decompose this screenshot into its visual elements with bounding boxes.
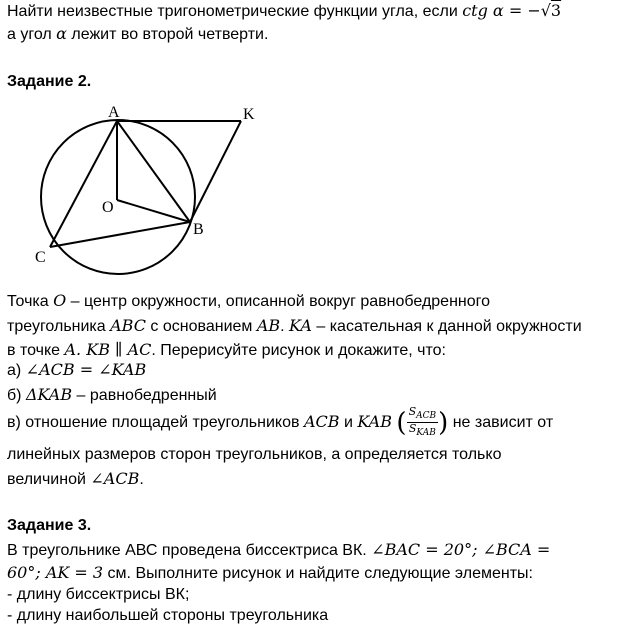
- segment-OB: [117, 200, 190, 222]
- task3-line3: - длину биссектрисы ВК;: [7, 586, 190, 603]
- segment-AB: [117, 121, 190, 222]
- label-C: C: [35, 249, 46, 266]
- task2-heading: Задание 2.: [7, 73, 92, 90]
- label-A: A: [108, 104, 120, 121]
- segment-KB: [190, 121, 241, 222]
- task3-heading: Задание 3.: [7, 517, 92, 534]
- label-K: K: [243, 106, 255, 123]
- task1-line2: а угол α лежит во второй четверти.: [7, 24, 269, 43]
- task3-line2: 60°; AK = 3 см. Выполните рисунок и найдите следующие элементы:: [7, 563, 533, 582]
- task2-item-c-line2: линейных размеров сторон треугольников, а определяется только: [7, 446, 502, 463]
- task1-line1: Найти неизвестные тригонометрические функции угла, если ctg α = −√3: [7, 1, 562, 20]
- area-ratio-fraction: $\frac{S_{ACB}}{S_{KAB}}$: [408, 405, 437, 439]
- task2-para-line1: Точка O – центр окружности, описанной вокруг равнобедренного: [7, 291, 491, 310]
- geometry-figure: [0, 96, 280, 276]
- task2-para-line3: в точке A. KB ∥ AC. Перерисуйте рисунок и докажите, что:: [7, 340, 446, 359]
- segment-CB: [50, 222, 190, 247]
- task2-item-a: а) ∠ACB = ∠KAB: [7, 360, 147, 379]
- task2-item-b: б) ΔKAB – равнобедренный: [7, 385, 217, 404]
- task2-item-c: в) отношение площадей треугольников ACB и KAB ( $\frac{S_{ACB}}{S_{KAB}}$ ) не зависит от: [7, 405, 554, 439]
- task3-line4: - длину наибольшей стороны треугольника: [7, 607, 329, 624]
- task2-item-c-line3: величиной ∠ACB.: [7, 469, 144, 488]
- label-B: B: [193, 221, 204, 238]
- segment-AC: [50, 121, 117, 247]
- label-O: O: [102, 199, 114, 216]
- task2-para-line2: треугольника ABC с основанием AB. KA – касательная к данной окружности: [7, 316, 582, 335]
- task3-line1: В треугольнике АВС проведена биссектриса ВК. ∠BAC = 20°; ∠BCA =: [7, 540, 551, 559]
